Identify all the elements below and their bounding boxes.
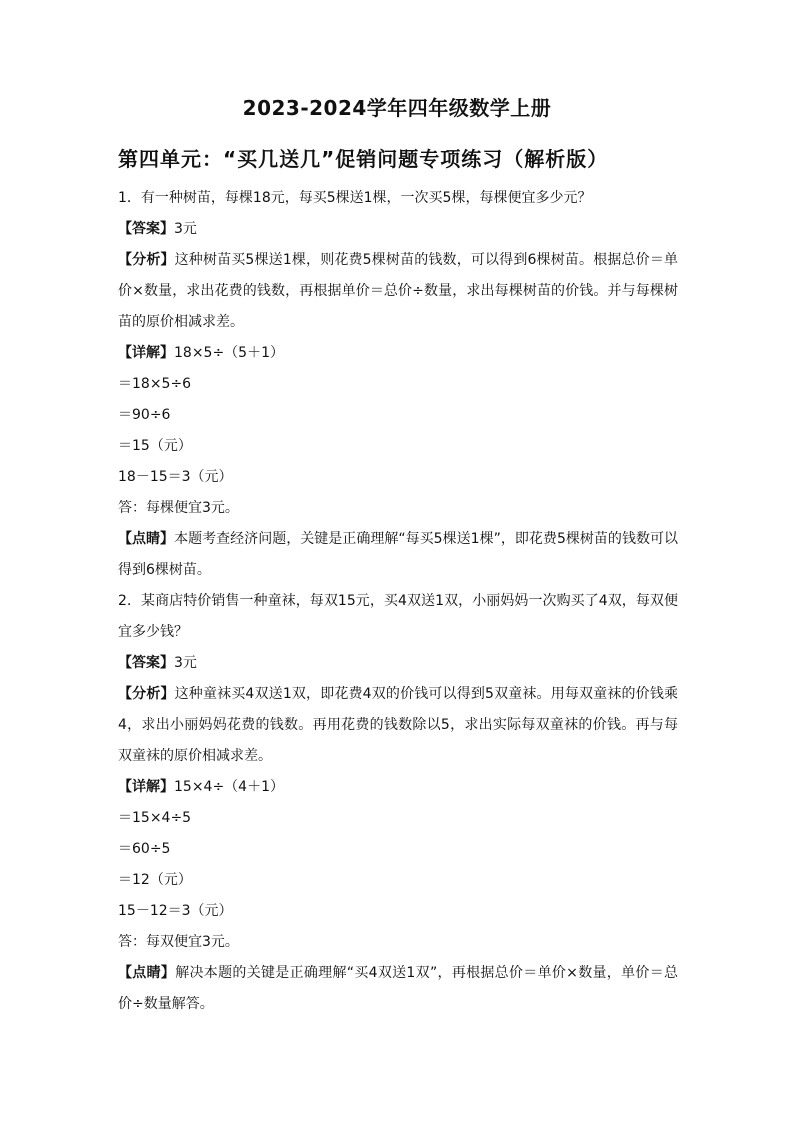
detail-first-step: 15×4÷（4＋1） <box>174 779 284 795</box>
calc-step: ＝60÷5 <box>118 841 171 857</box>
analysis-2 <box>118 679 678 772</box>
question-1-text: 1．有一种树苗，每棵18元，每买5棵送1棵，一次买5棵，每棵便宜多少元？ <box>118 190 592 206</box>
analysis-text: 这种童袜买4双送1双，即花费4双的价钱可以得到5双童袜。用每双童袜的价钱乘4，求出小丽妈妈花费的钱数。再用花费的钱数除以5，求出实际每双童袜的价钱。再与每双童袜的原价相减求差。 <box>118 686 678 764</box>
analysis-text: 这种树苗买5棵送1棵，则花费5棵树苗的钱数，可以得到6棵树苗。根据总价＝单价×数量，求出花费的钱数，再根据单价＝总价÷数量，求出每棵树苗的价钱。并与每棵树苗的原价相减求差。 <box>118 252 678 330</box>
document-body <box>118 183 678 1020</box>
document-subtitle: 第四单元：“买几送几”促销问题专项练习（解析版） <box>118 147 609 171</box>
detail-tag: 【详解】 <box>118 779 174 795</box>
detail-tag: 【详解】 <box>118 345 174 361</box>
calc-step: ＝15（元） <box>118 438 192 454</box>
comment-text: 本题考查经济问题，关键是正确理解“每买5棵送1棵”，即花费5棵树苗的钱数可以得到6棵树苗。 <box>118 531 678 578</box>
calc-step: ＝90÷6 <box>118 407 171 423</box>
comment-text: 解决本题的关键是正确理解“买4双送1双”，再根据总价＝单价×数量，单价＝总价÷数量解答。 <box>118 965 678 1012</box>
analysis-tag: 【分析】 <box>118 252 175 268</box>
final-answer: 答：每双便宜3元。 <box>118 934 239 950</box>
question-2-text: 2．某商店特价销售一种童袜，每双15元，买4双送1双，小丽妈妈一次购买了4双，每双便宜多少钱？ <box>118 593 678 640</box>
answer-2 <box>118 648 678 679</box>
answer-tag: 【答案】 <box>118 221 174 237</box>
document-title: 2023-2024学年四年级数学上册 <box>242 96 552 120</box>
calc-step: ＝18×5÷6 <box>118 376 192 392</box>
analysis-tag: 【分析】 <box>118 686 175 702</box>
analysis-1 <box>118 245 678 338</box>
calc-step: ＝15×4÷5 <box>118 810 192 826</box>
calc-step: ＝12（元） <box>118 872 192 888</box>
detail-2 <box>118 772 678 803</box>
comment-tag: 【点睛】 <box>118 531 175 547</box>
answer-tag: 【答案】 <box>118 655 174 671</box>
final-answer: 答：每棵便宜3元。 <box>118 500 239 516</box>
calc-step: 15－12＝3（元） <box>118 903 233 919</box>
comment-1 <box>118 524 678 586</box>
comment-tag: 【点睛】 <box>118 965 176 981</box>
calc-step: 18－15＝3（元） <box>118 469 233 485</box>
detail-first-step: 18×5÷（5＋1） <box>174 345 284 361</box>
answer-value: 3元 <box>174 655 197 671</box>
answer-1 <box>118 214 678 245</box>
detail-1 <box>118 338 678 369</box>
comment-2 <box>118 958 678 1020</box>
answer-value: 3元 <box>174 221 197 237</box>
